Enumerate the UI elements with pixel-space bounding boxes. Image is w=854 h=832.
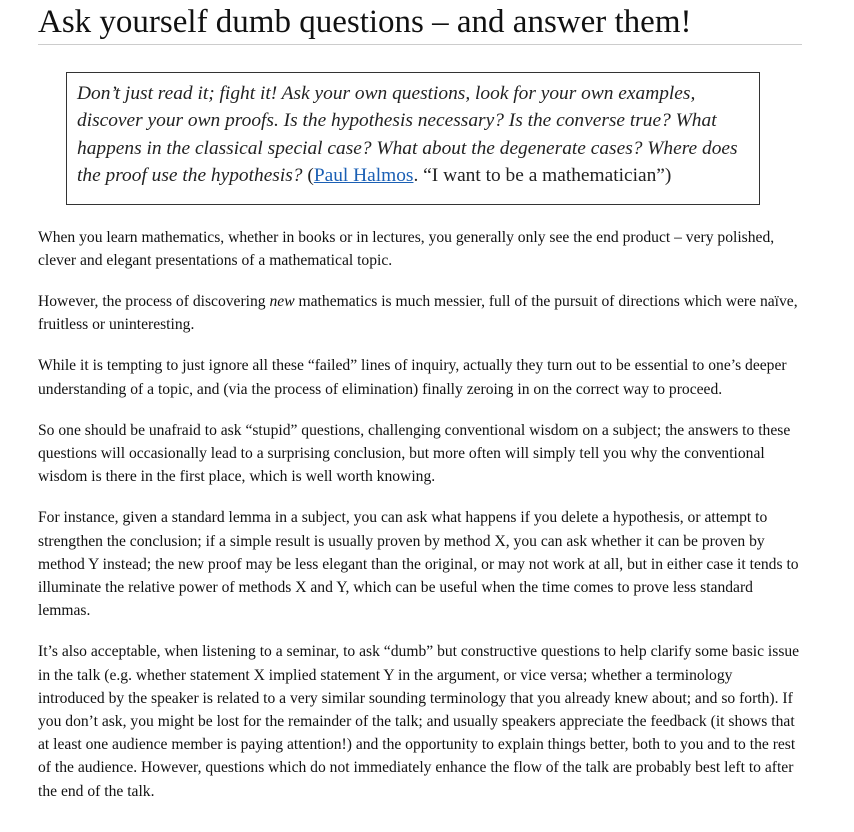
paragraph-4: So one should be unafraid to ask “stupid” questions, challenging conventional wisdom on a subject; the answers to these questions will occasionally lead to a surprising conclusion, but more often will simply tell you why the conventional wisdom is there in the first place, which is well worth knowing. — [38, 421, 791, 486]
paragraph-2 — [38, 290, 802, 336]
quote-source: . “I want to be a mathematician”) — [413, 165, 672, 187]
paragraph-2-emphasis: new — [269, 293, 295, 311]
paragraph-6: It’s also acceptable, when listening to a seminar, to ask “dumb” but constructive questions to help clarify some basic issue in the talk (e.g. whether statement X implied statement Y in the argument, or vice versa; whether a terminology introduced by the speaker is related to a very similar sounding terminology that you already knew about; and so forth). If you don’t ask, you might be lost for the remainder of the talk; and usually speakers appreciate the feedback (it shows that at least one audience member is paying attention!) and the opportunity to explain things better, both to you and to the rest of the audience. However, questions which do not immediately enhance the flow of the talk are probably best left to after the end of the talk. — [38, 643, 800, 800]
paragraph-1: When you learn mathematics, whether in books or in lectures, you generally only see the end product – very polished, clever and elegant presentations of a mathematical topic. — [38, 228, 775, 269]
article — [38, 0, 802, 803]
paragraph-2-start: However, the process of discovering — [38, 293, 270, 311]
quote-open-paren: ( — [307, 165, 314, 187]
page-title: Ask yourself dumb questions – and answer them! — [38, 0, 802, 45]
paragraph-5: For instance, given a standard lemma in a subject, you can ask what happens if you delete a hypothesis, or attempt to strengthen the conclusion; if a simple result is usually proven by method X, you can ask whether it can be proven by method Y instead; the new proof may be less elegant than the original, or may not work at all, but in either case it tends to illuminate the relative power of methods X and Y, which can be useful when the time comes to prove less standard lemmas. — [38, 509, 799, 620]
author-link[interactable]: Paul Halmos — [313, 165, 414, 187]
paragraph-3: While it is tempting to just ignore all these “failed” lines of inquiry, actually they turn out to be essential to one’s deeper understanding of a topic, and (via the process of elimination) finally zeroing in on the correct way to proceed. — [38, 357, 787, 398]
epigraph-quote — [66, 72, 760, 205]
paragraph-2-end: mathematics is much messier, full of the pursuit of directions which were naïve, fruitless or uninteresting. — [38, 293, 798, 334]
quote-text: Don’t just read it; fight it! Ask your own questions, look for your own examples, discover your own proofs. Is the hypothesis necessary? Is the converse true? What happens in the classical special case? What about the degenerate cases? Where does the proof use the hypothesis? — [77, 83, 738, 187]
